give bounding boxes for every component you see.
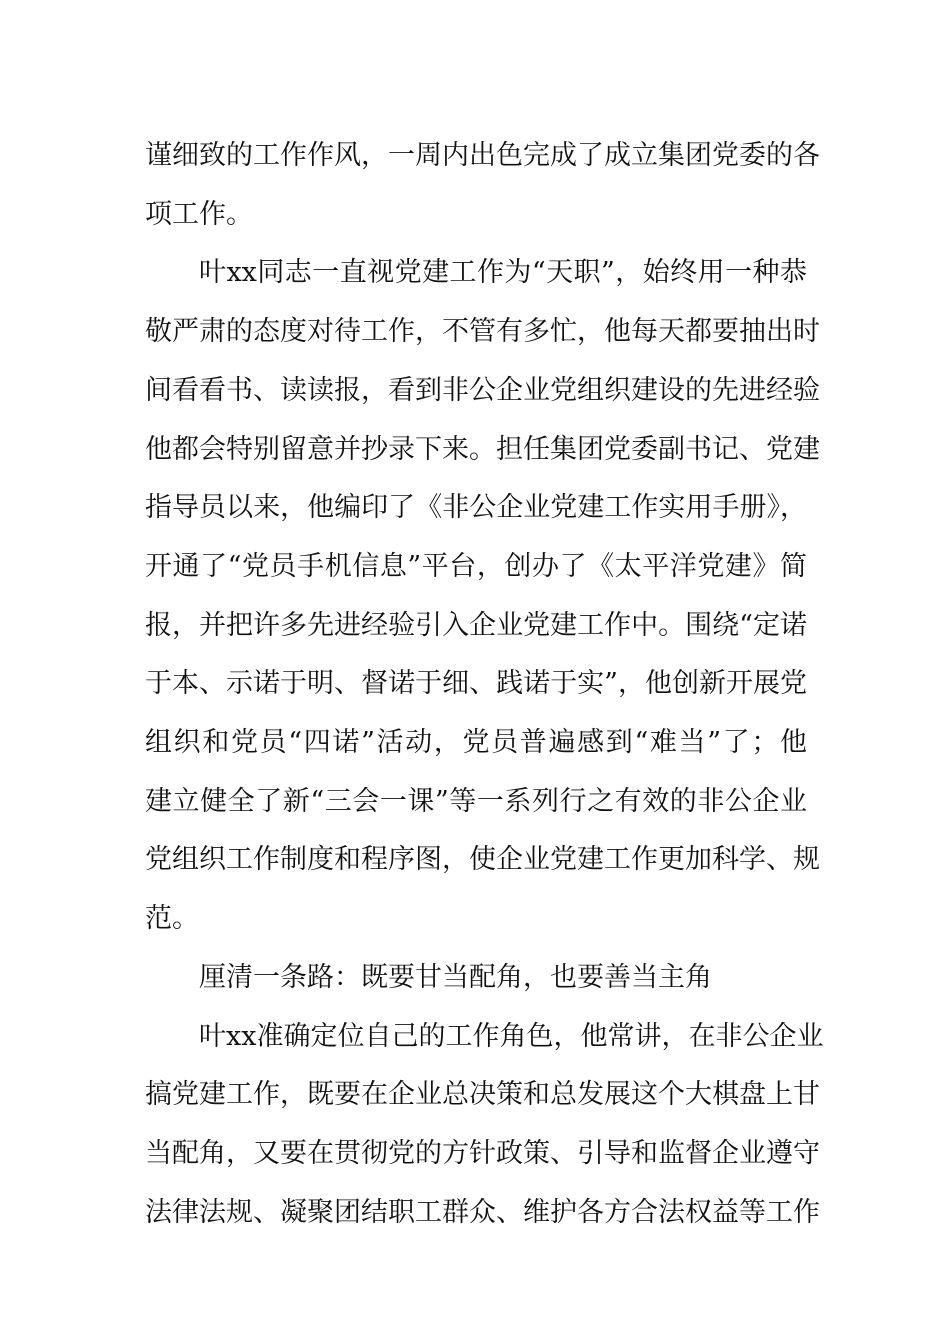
- section-heading: [145, 949, 807, 1008]
- text-line: 组织和党员“四诺”活动，党员普遍感到“难当”了；他: [145, 727, 807, 759]
- text-line: 间看看书、读读报，看到非公企业党组织建设的先进经验: [145, 374, 820, 406]
- text-line: 叶xx准确定位自己的工作角色，他常讲，在非公企业: [199, 1020, 824, 1052]
- heading-line: 厘清一条路：既要甘当配角，也要善当主角: [199, 961, 712, 993]
- text-line: 法律法规、凝聚团结职工群众、维护各方合法权益等工作: [145, 1196, 820, 1228]
- text-line: 建立健全了新“三会一课”等一系列行之有效的非公企业: [145, 785, 807, 817]
- paragraph-continuation: [145, 127, 820, 244]
- document-body: [145, 127, 824, 1242]
- text-line: 敬严肃的态度对待工作，不管有多忙，他每天都要抽出时: [145, 316, 820, 348]
- text-line: 范。: [145, 903, 199, 935]
- text-line: 谨细致的工作作风，一周内出色完成了成立集团党委的各: [145, 140, 820, 171]
- paragraph-party-work: [145, 244, 820, 948]
- paragraph-role: [145, 1008, 824, 1243]
- text-line: 开通了“党员手机信息”平台，创办了《太平洋党建》简: [145, 550, 807, 582]
- text-line: 党组织工作制度和程序图，使企业党建工作更加科学、规: [145, 844, 820, 876]
- text-line: 项工作。: [145, 198, 253, 230]
- text-line: 当配角，又要在贯彻党的方针政策、引导和监督企业遵守: [145, 1137, 820, 1169]
- text-line: 于本、示诺于明、督诺于细、践诺于实”，他创新开展党: [145, 668, 807, 700]
- text-line: 指导员以来，他编印了《非公企业党建工作实用手册》，: [145, 492, 807, 524]
- text-line: 他都会特别留意并抄录下来。担任集团党委副书记、党建: [145, 433, 820, 465]
- text-line: 报，并把许多先进经验引入企业党建工作中。围绕“定诺: [145, 609, 807, 641]
- text-line: 叶xx同志一直视党建工作为“天职”，始终用一种恭: [199, 257, 807, 289]
- text-line: 搞党建工作，既要在企业总决策和总发展这个大棋盘上甘: [145, 1079, 820, 1111]
